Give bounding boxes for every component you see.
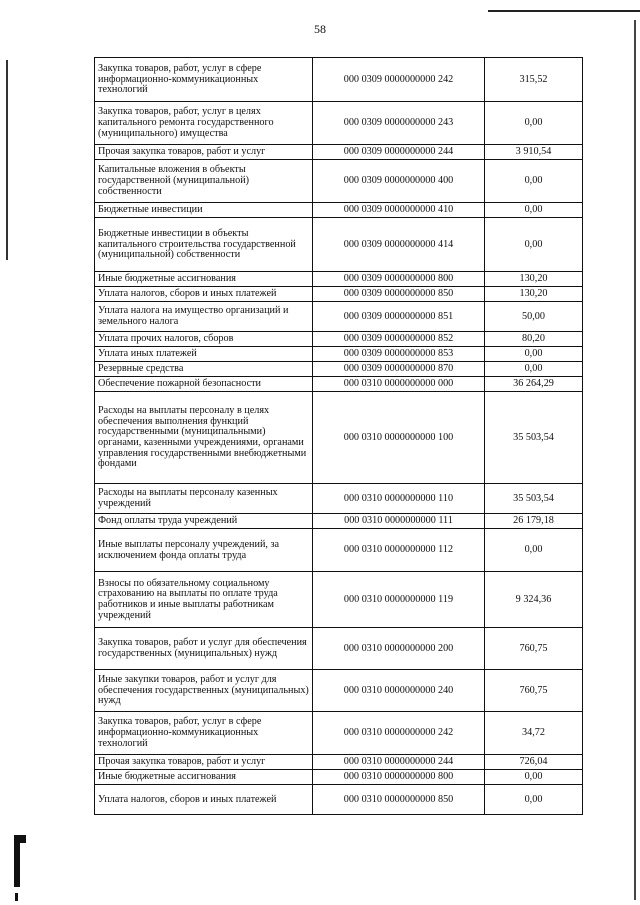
row-value: 760,75 xyxy=(485,628,583,670)
row-name: Иные закупки товаров, работ и услуг для обеспечения государственных (муниципальных) нужд xyxy=(95,670,313,712)
table-row xyxy=(95,272,583,287)
row-value: 130,20 xyxy=(485,272,583,287)
row-name: Уплата налога на имущество организаций и земельного налога xyxy=(95,302,313,332)
row-code: 000 0310 0000000000 850 xyxy=(313,785,485,815)
row-name: Прочая закупка товаров, работ и услуг xyxy=(95,755,313,770)
row-code: 000 0310 0000000000 112 xyxy=(313,529,485,572)
table-row xyxy=(95,218,583,272)
row-name: Обеспечение пожарной безопасности xyxy=(95,377,313,392)
row-code: 000 0309 0000000000 414 xyxy=(313,218,485,272)
row-value: 35 503,54 xyxy=(485,484,583,514)
row-value: 0,00 xyxy=(485,218,583,272)
row-value: 80,20 xyxy=(485,332,583,347)
row-name: Закупка товаров, работ, услуг в целях капитального ремонта государственного (муниципального) имущества xyxy=(95,102,313,145)
row-code: 000 0309 0000000000 852 xyxy=(313,332,485,347)
table-row xyxy=(95,712,583,755)
row-name: Резервные средства xyxy=(95,362,313,377)
row-code: 000 0309 0000000000 242 xyxy=(313,58,485,102)
row-name: Бюджетные инвестиции xyxy=(95,203,313,218)
row-value: 50,00 xyxy=(485,302,583,332)
row-value: 36 264,29 xyxy=(485,377,583,392)
row-value: 130,20 xyxy=(485,287,583,302)
table-row xyxy=(95,572,583,628)
row-code: 000 0310 0000000000 119 xyxy=(313,572,485,628)
row-value: 3 910,54 xyxy=(485,145,583,160)
row-code: 000 0310 0000000000 111 xyxy=(313,514,485,529)
scan-binding-mark xyxy=(14,835,20,887)
row-value: 35 503,54 xyxy=(485,392,583,484)
row-name: Прочая закупка товаров, работ и услуг xyxy=(95,145,313,160)
row-value: 0,00 xyxy=(485,529,583,572)
table-row xyxy=(95,145,583,160)
row-code: 000 0309 0000000000 870 xyxy=(313,362,485,377)
row-value: 315,52 xyxy=(485,58,583,102)
row-name: Иные бюджетные ассигнования xyxy=(95,770,313,785)
table-row xyxy=(95,58,583,102)
row-name: Уплата прочих налогов, сборов xyxy=(95,332,313,347)
row-name: Закупка товаров, работ, услуг в сфере информационно-коммуникационных технологий xyxy=(95,712,313,755)
row-code: 000 0310 0000000000 110 xyxy=(313,484,485,514)
row-name: Бюджетные инвестиции в объекты капитального строительства государственной (муниципальной) собственности xyxy=(95,218,313,272)
table-row xyxy=(95,362,583,377)
scan-edge-line-left xyxy=(6,60,8,260)
table-row xyxy=(95,484,583,514)
table-row xyxy=(95,203,583,218)
row-code: 000 0310 0000000000 244 xyxy=(313,755,485,770)
row-value: 0,00 xyxy=(485,785,583,815)
table-row xyxy=(95,302,583,332)
row-code: 000 0310 0000000000 000 xyxy=(313,377,485,392)
row-value: 0,00 xyxy=(485,203,583,218)
row-name: Уплата иных платежей xyxy=(95,347,313,362)
table-row xyxy=(95,670,583,712)
row-code: 000 0309 0000000000 853 xyxy=(313,347,485,362)
row-code: 000 0309 0000000000 800 xyxy=(313,272,485,287)
row-name: Капитальные вложения в объекты государственной (муниципальной) собственности xyxy=(95,160,313,203)
row-value: 760,75 xyxy=(485,670,583,712)
table-row xyxy=(95,770,583,785)
table-row xyxy=(95,102,583,145)
scan-edge-line-top xyxy=(488,10,640,12)
table-row xyxy=(95,628,583,670)
budget-table xyxy=(94,57,583,815)
row-code: 000 0310 0000000000 800 xyxy=(313,770,485,785)
table-row xyxy=(95,785,583,815)
table-row xyxy=(95,529,583,572)
row-value: 726,04 xyxy=(485,755,583,770)
row-name: Иные бюджетные ассигнования xyxy=(95,272,313,287)
table-row xyxy=(95,514,583,529)
row-value: 26 179,18 xyxy=(485,514,583,529)
table-row xyxy=(95,332,583,347)
row-code: 000 0309 0000000000 244 xyxy=(313,145,485,160)
table-row xyxy=(95,287,583,302)
row-name: Расходы на выплаты персоналу казенных учреждений xyxy=(95,484,313,514)
row-name: Иные выплаты персоналу учреждений, за исключением фонда оплаты труда xyxy=(95,529,313,572)
row-value: 0,00 xyxy=(485,102,583,145)
row-code: 000 0310 0000000000 200 xyxy=(313,628,485,670)
page-number: 58 xyxy=(314,22,326,36)
row-code: 000 0309 0000000000 851 xyxy=(313,302,485,332)
row-code: 000 0309 0000000000 400 xyxy=(313,160,485,203)
scan-edge-line-right xyxy=(634,20,636,900)
row-name: Расходы на выплаты персоналу в целях обеспечения выполнения функций государственными (муниципальными) органами, казенными учреждениями, органами управления государственными внебюджетными фондами xyxy=(95,392,313,484)
table-row xyxy=(95,347,583,362)
row-value: 9 324,36 xyxy=(485,572,583,628)
row-code: 000 0309 0000000000 850 xyxy=(313,287,485,302)
row-name: Взносы по обязательному социальному страхованию на выплаты по оплате труда работников и иные выплаты работникам учреждений xyxy=(95,572,313,628)
row-code: 000 0310 0000000000 240 xyxy=(313,670,485,712)
row-value: 0,00 xyxy=(485,347,583,362)
row-name: Уплата налогов, сборов и иных платежей xyxy=(95,785,313,815)
row-value: 0,00 xyxy=(485,362,583,377)
row-name: Закупка товаров, работ, услуг в сфере информационно-коммуникационных технологий xyxy=(95,58,313,102)
row-code: 000 0310 0000000000 100 xyxy=(313,392,485,484)
table-row xyxy=(95,392,583,484)
table-row xyxy=(95,377,583,392)
table-row xyxy=(95,755,583,770)
row-value: 34,72 xyxy=(485,712,583,755)
row-name: Уплата налогов, сборов и иных платежей xyxy=(95,287,313,302)
row-name: Закупка товаров, работ и услуг для обеспечения государственных (муниципальных) нужд xyxy=(95,628,313,670)
table-row xyxy=(95,160,583,203)
row-value: 0,00 xyxy=(485,160,583,203)
row-name: Фонд оплаты труда учреждений xyxy=(95,514,313,529)
row-code: 000 0309 0000000000 410 xyxy=(313,203,485,218)
budget-table-body xyxy=(95,58,583,815)
row-code: 000 0310 0000000000 242 xyxy=(313,712,485,755)
row-value: 0,00 xyxy=(485,770,583,785)
row-code: 000 0309 0000000000 243 xyxy=(313,102,485,145)
